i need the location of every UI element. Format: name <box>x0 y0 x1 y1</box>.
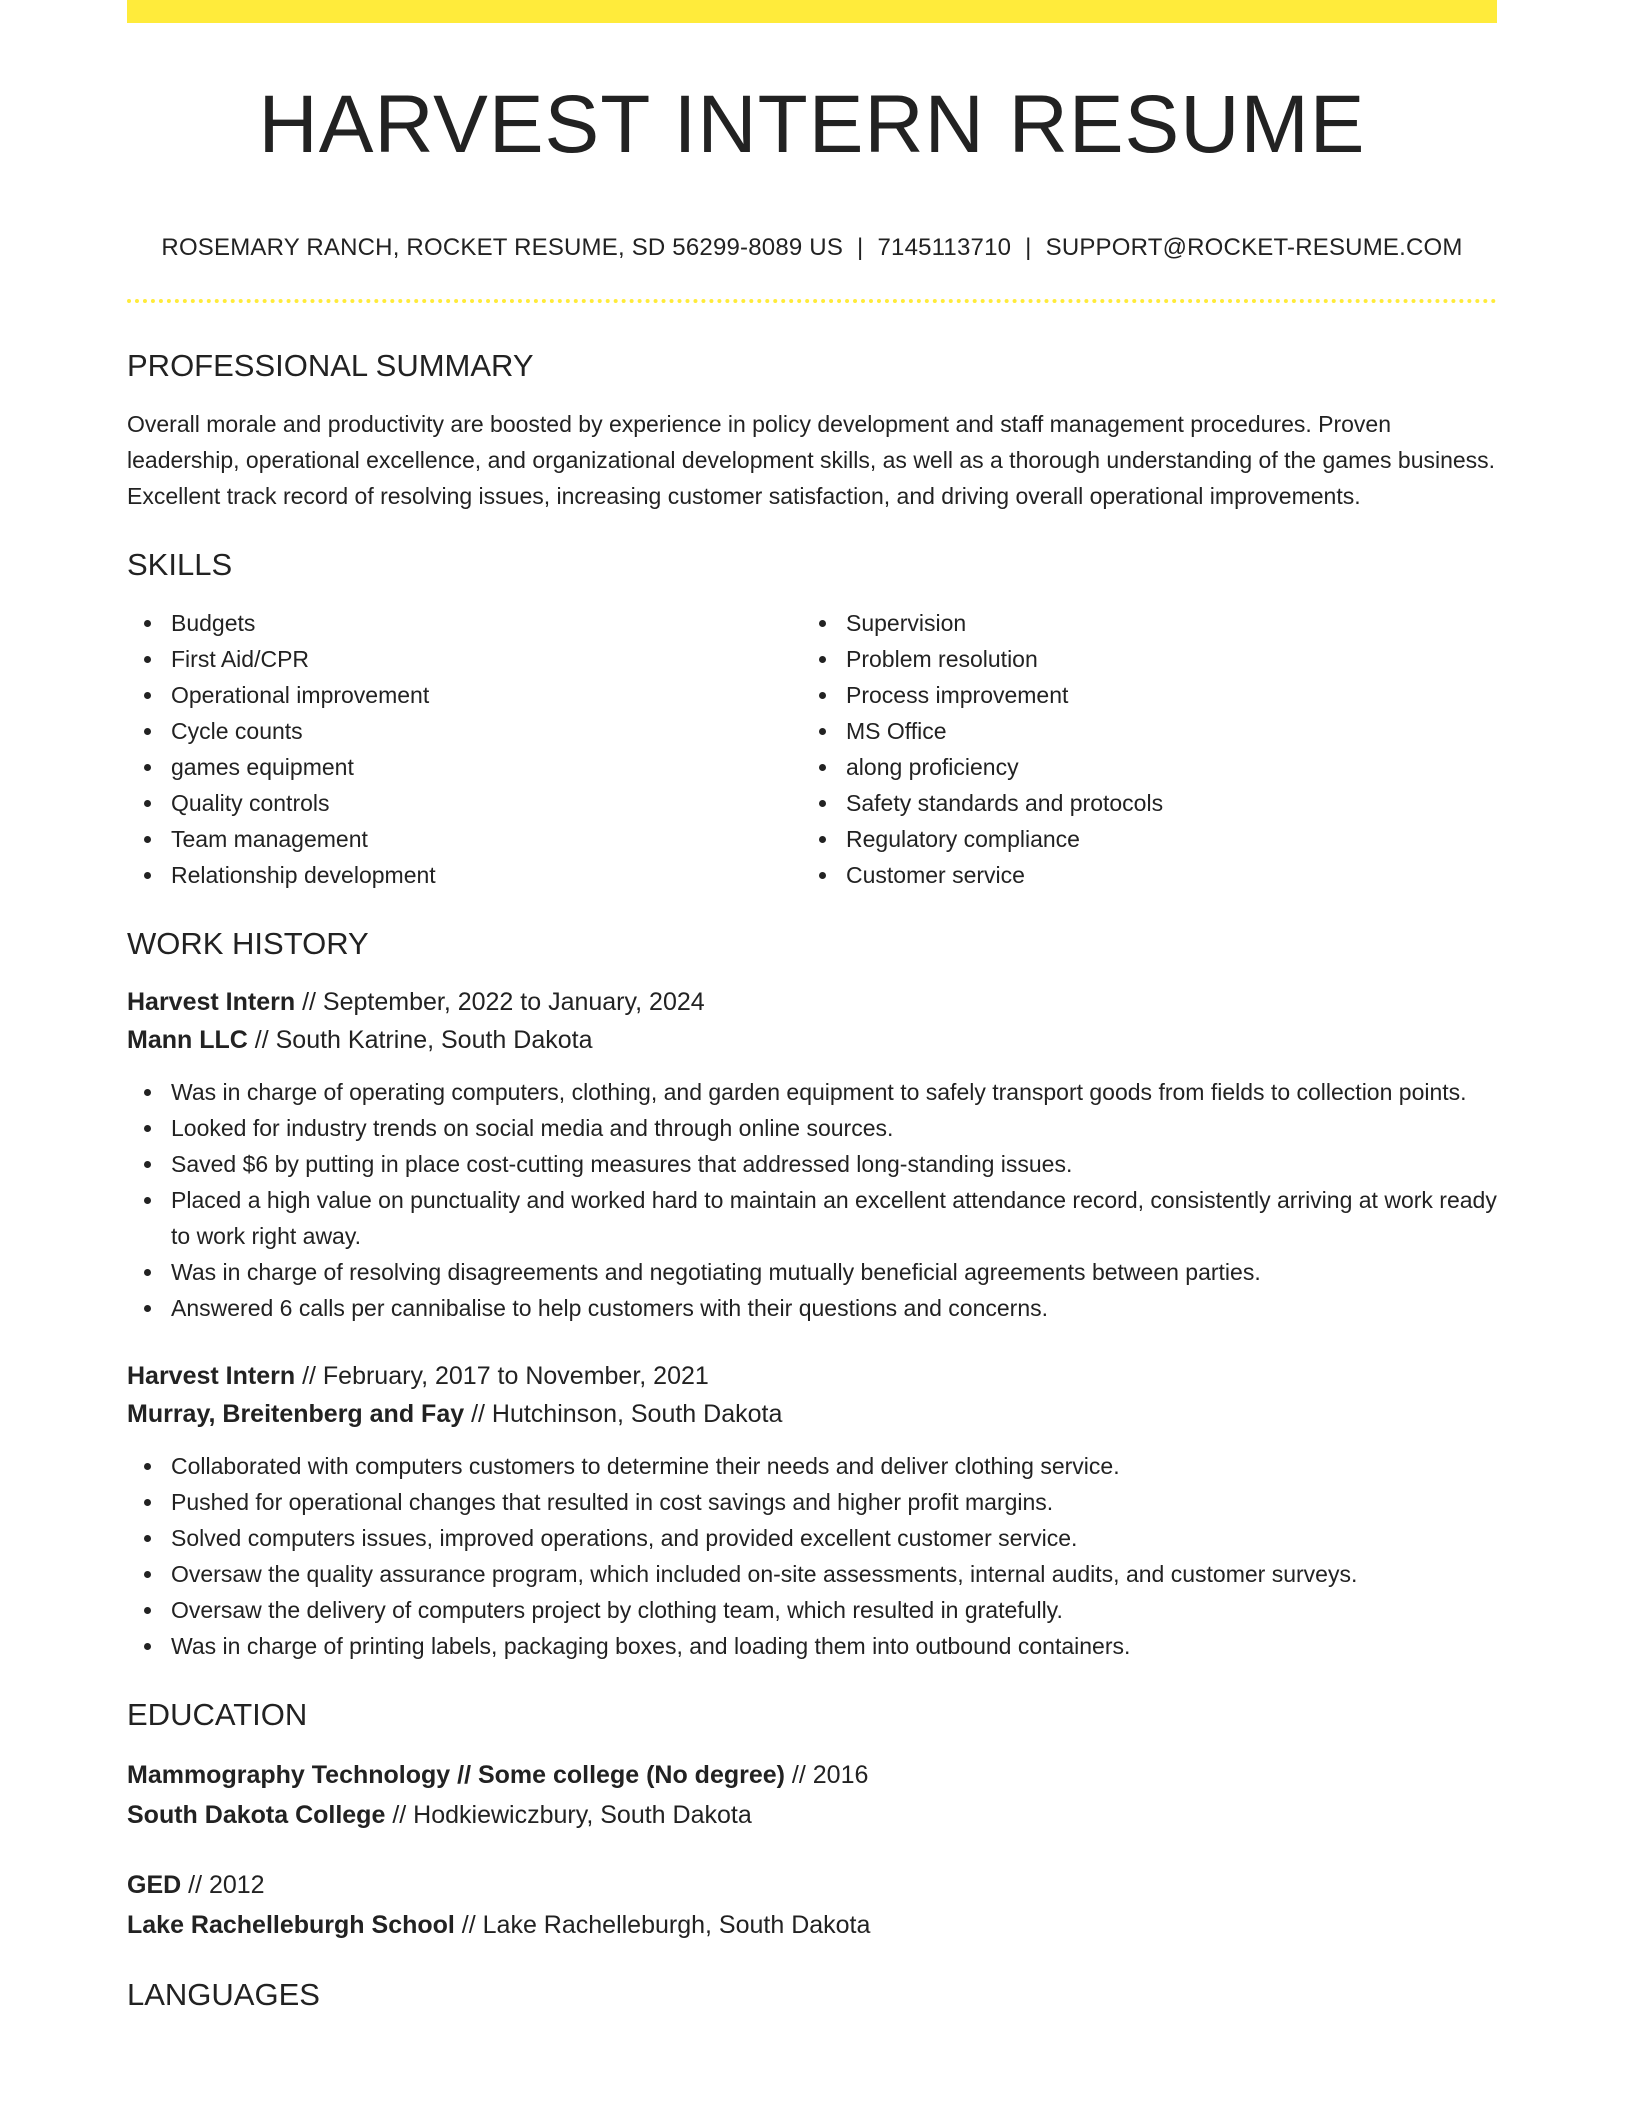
job-duty: Solved computers issues, improved operations, and provided excellent customer service. <box>127 1520 1497 1556</box>
education-school: Lake Rachelleburgh School <box>127 1911 455 1939</box>
summary-text: Overall morale and productivity are boosted by experience in policy development and staff management procedures. Proven leadership, operational excellence, and organizational development skills, as well as a thorough understanding of the games business. Excellent track record of resolving issues, increasing customer satisfaction, and driving overall operational improvements. <box>127 411 1496 509</box>
job-duty: Oversaw the delivery of computers project by clothing team, which resulted in gratefully. <box>127 1592 1497 1628</box>
education-degree: GED <box>127 1871 182 1899</box>
skill-item: Process improvement <box>802 677 1477 713</box>
job-location: // South Katrine, South Dakota <box>247 1026 593 1054</box>
job-duties <box>127 1448 1497 1664</box>
skills-list-right <box>802 605 1477 893</box>
job-dates: // September, 2022 to January, 2024 <box>295 988 705 1016</box>
job-duty: Saved $6 by putting in place cost-cutting measures that addressed long-standing issues. <box>127 1146 1497 1182</box>
job-duty: Collaborated with computers customers to determine their needs and deliver clothing service. <box>127 1448 1497 1484</box>
education-degree-line <box>127 1865 1497 1905</box>
job-duty: Was in charge of printing labels, packaging boxes, and loading them into outbound containers. <box>127 1628 1497 1664</box>
job-dates: // February, 2017 to November, 2021 <box>295 1362 709 1390</box>
skills-list-left <box>127 605 802 893</box>
skill-item: games equipment <box>127 749 802 785</box>
education-entry <box>127 1755 1497 1835</box>
job-duties <box>127 1074 1497 1326</box>
skill-item: Quality controls <box>127 785 802 821</box>
education-school-line <box>127 1905 1497 1945</box>
job-location: // Hutchinson, South Dakota <box>464 1400 783 1428</box>
job-role: Harvest Intern <box>127 1362 296 1390</box>
education-degree: Mammography Technology // Some college (No degree) <box>127 1761 785 1789</box>
education-school: South Dakota College <box>127 1801 386 1829</box>
skill-item: MS Office <box>802 713 1477 749</box>
header-divider <box>127 299 1497 303</box>
job-title-line <box>127 1357 1497 1395</box>
skill-item: Regulatory compliance <box>802 821 1477 857</box>
education-heading: EDUCATION <box>127 1697 308 1732</box>
job-entry <box>127 1357 1497 1664</box>
contact-separator: | <box>857 234 864 261</box>
job-role: Harvest Intern <box>127 988 296 1016</box>
job-company: Mann LLC <box>127 1026 248 1054</box>
skills-heading: SKILLS <box>127 547 233 582</box>
job-duty: Was in charge of resolving disagreements and negotiating mutually beneficial agreements between parties. <box>127 1254 1497 1290</box>
contact-address: ROSEMARY RANCH, ROCKET RESUME, SD 56299-8089 US <box>161 234 844 261</box>
skill-item: Team management <box>127 821 802 857</box>
skill-item: Budgets <box>127 605 802 641</box>
work-history-heading: WORK HISTORY <box>127 926 369 961</box>
job-duty: Pushed for operational changes that resulted in cost savings and higher profit margins. <box>127 1484 1497 1520</box>
resume-page <box>127 0 1497 2010</box>
education-location: // Lake Rachelleburgh, South Dakota <box>454 1911 871 1939</box>
education-year: // 2012 <box>181 1871 265 1899</box>
job-duty: Was in charge of operating computers, clothing, and garden equipment to safely transport goods from fields to collection points. <box>127 1074 1497 1110</box>
job-company-line <box>127 1021 1497 1059</box>
job-company-line <box>127 1395 1497 1433</box>
resume-title: HARVEST INTERN RESUME <box>258 79 1366 170</box>
skill-item: along proficiency <box>802 749 1477 785</box>
summary-heading: PROFESSIONAL SUMMARY <box>127 348 534 383</box>
contact-line <box>127 236 1497 260</box>
education-location: // Hodkiewiczbury, South Dakota <box>385 1801 752 1829</box>
job-title-line <box>127 983 1497 1021</box>
contact-phone: 7145113710 <box>877 234 1012 261</box>
job-duty: Placed a high value on punctuality and worked hard to maintain an excellent attendance record, consistently arriving at work ready to work right away. <box>127 1182 1497 1254</box>
contact-separator: | <box>1025 234 1032 261</box>
skill-item: Cycle counts <box>127 713 802 749</box>
job-entry <box>127 983 1497 1326</box>
job-duty: Oversaw the quality assurance program, which included on-site assessments, internal audits, and customer surveys. <box>127 1556 1497 1592</box>
skill-item: Safety standards and protocols <box>802 785 1477 821</box>
job-company: Murray, Breitenberg and Fay <box>127 1400 465 1428</box>
skill-item: Operational improvement <box>127 677 802 713</box>
languages-heading: LANGUAGES <box>127 1977 320 2012</box>
skills-columns <box>127 605 1497 893</box>
skill-item: Customer service <box>802 857 1477 893</box>
contact-email: SUPPORT@ROCKET-RESUME.COM <box>1045 234 1463 261</box>
education-school-line <box>127 1795 1497 1835</box>
skill-item: Relationship development <box>127 857 802 893</box>
education-degree-line <box>127 1755 1497 1795</box>
job-duty: Looked for industry trends on social media and through online sources. <box>127 1110 1497 1146</box>
education-entry <box>127 1865 1497 1945</box>
skill-item: Supervision <box>802 605 1477 641</box>
skill-item: First Aid/CPR <box>127 641 802 677</box>
education-year: // 2016 <box>784 1761 869 1789</box>
accent-top-bar <box>127 0 1497 23</box>
job-duty: Answered 6 calls per cannibalise to help customers with their questions and concerns. <box>127 1290 1497 1326</box>
skill-item: Problem resolution <box>802 641 1477 677</box>
